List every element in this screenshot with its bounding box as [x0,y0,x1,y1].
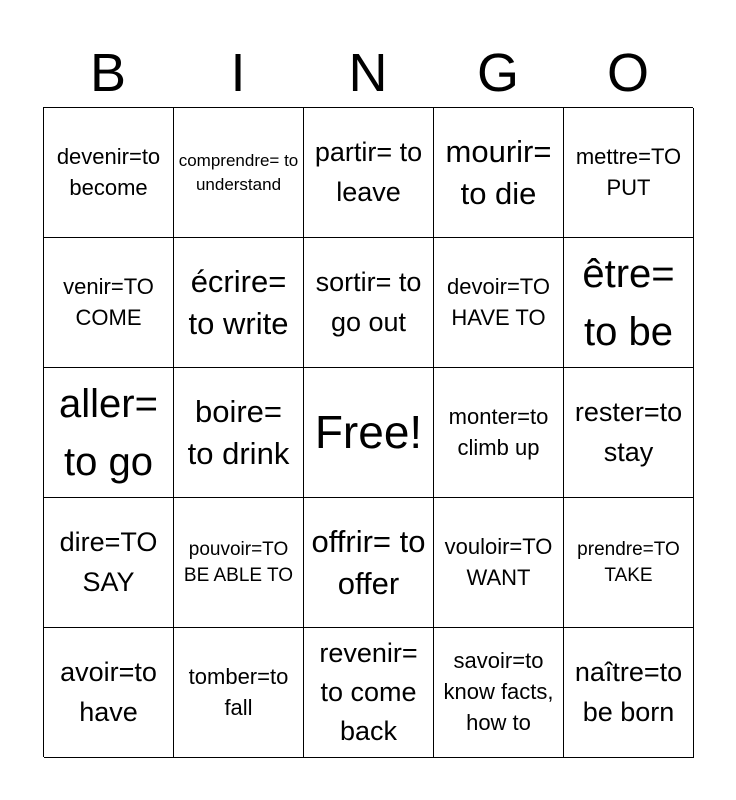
bingo-cell[interactable]: devoir=TO HAVE TO [434,238,564,368]
bingo-cell[interactable]: savoir=to know facts, how to [434,628,564,758]
bingo-cell[interactable]: mourir= to die [434,108,564,238]
bingo-cell[interactable]: être= to be [564,238,694,368]
bingo-cell[interactable]: revenir= to come back [304,628,434,758]
bingo-cell[interactable]: tomber=to fall [174,628,304,758]
bingo-cell[interactable]: partir= to leave [304,108,434,238]
bingo-board [43,107,693,757]
bingo-cell[interactable]: rester=to stay [564,368,694,498]
header-letter-i: I [230,43,246,103]
bingo-cell[interactable]: écrire= to write [174,238,304,368]
header-letter-n: N [348,43,388,103]
bingo-cell[interactable]: sortir= to go out [304,238,434,368]
free-space-cell[interactable]: Free! [304,368,434,498]
bingo-cell[interactable]: devenir=to become [44,108,174,238]
header-letter-o: O [606,43,649,103]
bingo-cell[interactable]: naître=to be born [564,628,694,758]
bingo-header [43,40,693,106]
bingo-cell[interactable]: monter=to climb up [434,368,564,498]
bingo-cell[interactable]: vouloir=TO WANT [434,498,564,628]
header-letter-b: B [89,43,127,103]
bingo-cell[interactable]: venir=TO COME [44,238,174,368]
bingo-cell[interactable]: prendre=TO TAKE [564,498,694,628]
header-letter-g: G [476,43,519,103]
bingo-cell[interactable]: comprendre= to understand [174,108,304,238]
bingo-cell[interactable]: avoir=to have [44,628,174,758]
bingo-cell[interactable]: mettre=TO PUT [564,108,694,238]
bingo-cell[interactable]: pouvoir=TO BE ABLE TO [174,498,304,628]
bingo-cell[interactable]: offrir= to offer [304,498,434,628]
bingo-cell[interactable]: boire= to drink [174,368,304,498]
bingo-cell[interactable]: aller= to go [44,368,174,498]
bingo-cell[interactable]: dire=TO SAY [44,498,174,628]
